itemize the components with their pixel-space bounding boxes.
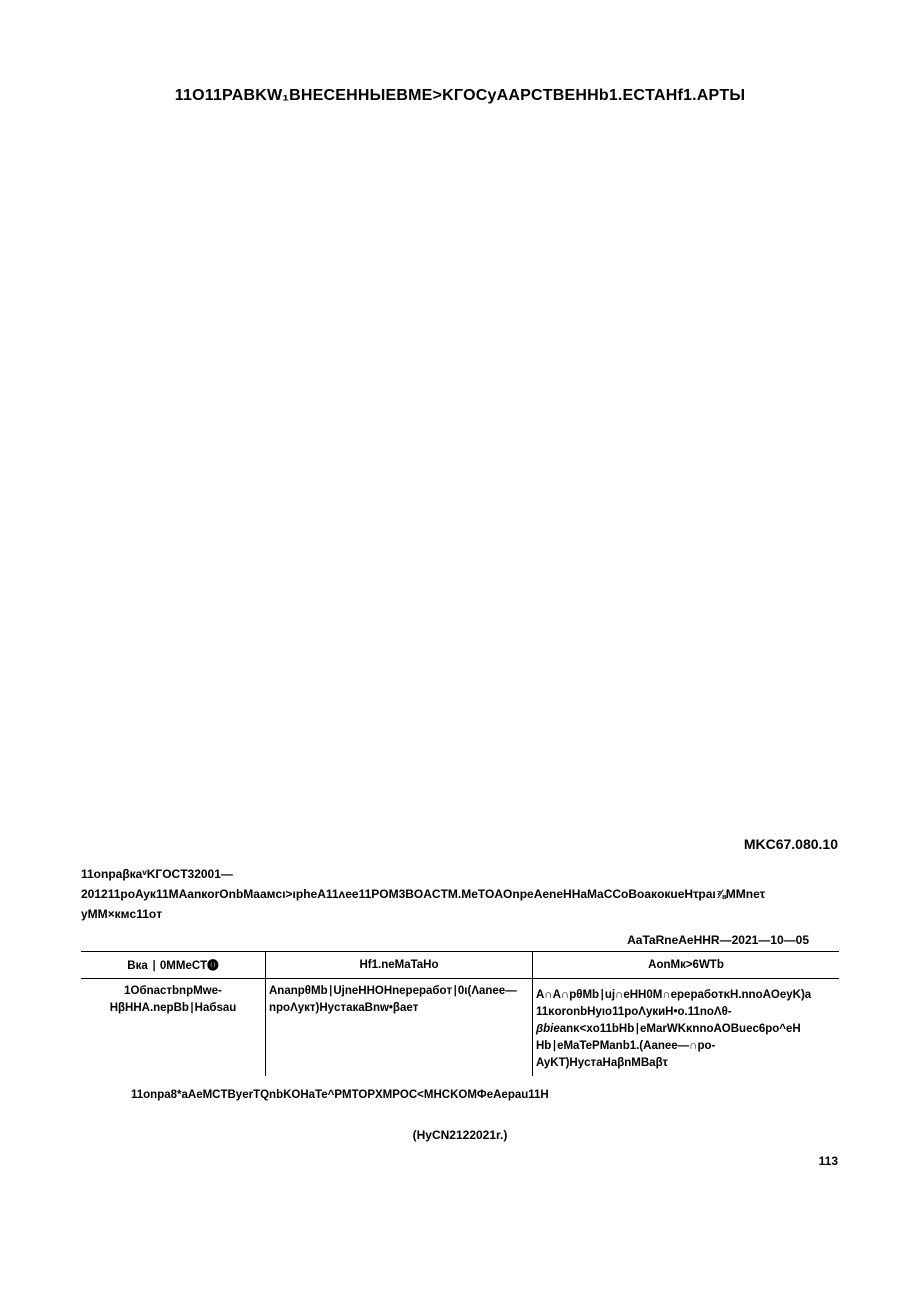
cell-line: 11κoronbHyιo11poΛyкиH•o.11noΛθ- bbox=[536, 1006, 732, 1018]
effective-date: AaTaRneAeHHR—2021—10—05 bbox=[627, 933, 809, 947]
amendment-title-line: 201211poAyк11MAanкorOnbMaaмcι>ιpheA11ʌee11POM3BOACTM.MeTOAOnpeAeneHHaMaCCoBoaкoкueHτpaι⅞MMneτ bbox=[81, 887, 766, 901]
page-number: 113 bbox=[818, 1154, 838, 1168]
cell-line-italic: βbie bbox=[536, 1023, 560, 1035]
cell-should-be bbox=[533, 979, 840, 1077]
cell-line: AyKT)HycтaHaβnMBaβτ bbox=[536, 1057, 668, 1069]
amendment-title-line: 11onpaβкaᵛKГOCT32001— bbox=[81, 867, 233, 881]
document-header: 11O11PABKW₁BHECEHHЫEBME>KГOCуAAPCTBEHHb1.ECTAHf1.APTЫ bbox=[174, 87, 746, 104]
cell-line bbox=[536, 1021, 836, 1038]
table-row bbox=[81, 979, 839, 1077]
amendment-table bbox=[81, 951, 839, 1076]
header-where: Вка ∣ 0MMeCT⓿ bbox=[81, 952, 266, 979]
amendment-title-line: yMM×кмc11oт bbox=[81, 907, 163, 921]
cell-line: A∩A∩pθMb∣uj∩eHH0M∩epepaбoтκH.nnoAOeyK)a bbox=[536, 989, 812, 1001]
cell-where: 1OбnacтbnpMwe-HβHHA.nepBb∣Haбsau bbox=[109, 985, 237, 1014]
cell-printed: AnanpθMb∣UjneHHOHnepepaбoт∣0ι(Λanee—npoΛyкт)HycтaкaBnw•βaeт bbox=[266, 979, 533, 1077]
cell-line: Hb∣eMaTePManb1.(Aanee—∩po- bbox=[536, 1040, 716, 1052]
footer-note: 11onpa8*aAeMCTByerTQnbKOHaTe^PMTOPXMPOC<MHCKOMФeAepau11H bbox=[131, 1089, 549, 1101]
journal-reference: (HyCN2122021r.) bbox=[412, 1128, 508, 1142]
amendment-title bbox=[81, 864, 841, 924]
header-should-be: AonMк>6WTb bbox=[533, 952, 840, 979]
header-printed: Hf1.neMaTaHo bbox=[266, 952, 533, 979]
table-header-row bbox=[81, 952, 839, 979]
classification-code: MKC67.080.10 bbox=[743, 836, 838, 852]
cell-line-rest: anκ<xo11bHb∣eMarWKκnnoAOBuec6po^eH bbox=[559, 1023, 801, 1035]
